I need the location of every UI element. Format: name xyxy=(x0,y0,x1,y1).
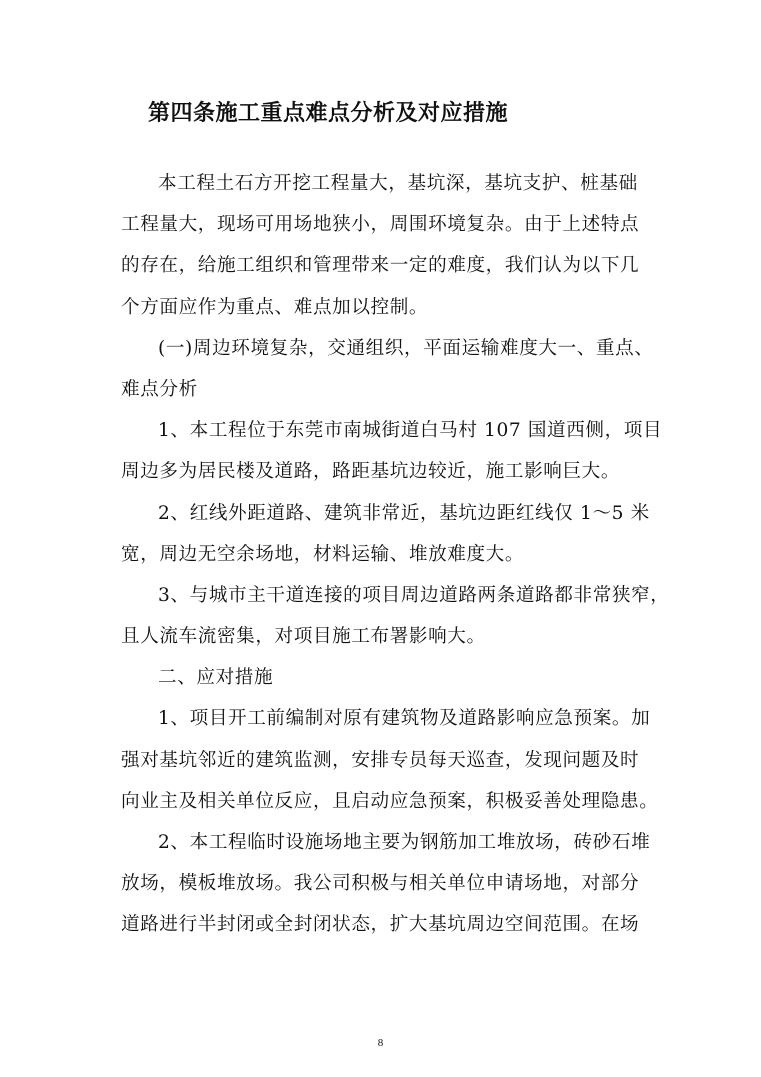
list-item-line: 3、与城市主干道连接的项目周边道路两条道路都非常狭窄， xyxy=(158,584,670,606)
section-title: 第四条施工重点难点分析及对应措施 xyxy=(148,100,509,126)
subheading-line: (一)周边环境复杂，交通组织，平面运输难度大一、重点、 xyxy=(158,337,654,359)
paragraph-line: 本工程土石方开挖工程量大，基坑深，基坑支护、桩基础 xyxy=(158,173,638,194)
list-item-line: 强对基坑邻近的建筑监测，安排专员每天巡查，发现问题及时 xyxy=(121,749,640,771)
list-item-line: 且人流车流密集，对项目施工布署影响大。 xyxy=(121,626,486,648)
list-item-line: 向业主及相关单位反应，且启动应急预案，积极妥善处理隐患。 xyxy=(121,790,659,812)
page-number: 8 xyxy=(377,1037,384,1049)
list-item-line: 放场，模板堆放场。我公司积极与相关单位申请场地，对部分 xyxy=(121,873,640,895)
subheading-line: 难点分析 xyxy=(121,378,198,400)
list-item-line: 周边多为居民楼及道路，路距基坑边较近，施工影响巨大。 xyxy=(121,461,621,483)
document-body xyxy=(121,168,670,951)
list-item-line: 2、红线外距道路、建筑非常近，基坑边距红线仅 1～5 米 xyxy=(158,502,650,524)
list-item-line: 2、本工程临时设施场地主要为钢筋加工堆放场，砖砂石堆 xyxy=(158,832,651,853)
list-item-line: 道路进行半封闭或全封闭状态，扩大基坑周边空间范围。在场 xyxy=(121,914,640,936)
subheading-line: 二、应对措施 xyxy=(158,667,274,689)
paragraph-line: 的存在，给施工组织和管理带来一定的难度，我们认为以下几 xyxy=(121,255,640,277)
paragraph-line: 个方面应作为重点、难点加以控制。 xyxy=(121,296,429,318)
list-item-line: 1、本工程位于东莞市南城街道白马村 107 国道西侧，项目 xyxy=(158,420,663,442)
list-item-line: 宽，周边无空余场地，材料运输、堆放难度大。 xyxy=(121,543,525,565)
list-item-line: 1、项目开工前编制对原有建筑物及道路影响应急预案。加 xyxy=(158,708,651,730)
paragraph-line: 工程量大，现场可用场地狭小，周围环境复杂。由于上述特点 xyxy=(121,214,640,236)
